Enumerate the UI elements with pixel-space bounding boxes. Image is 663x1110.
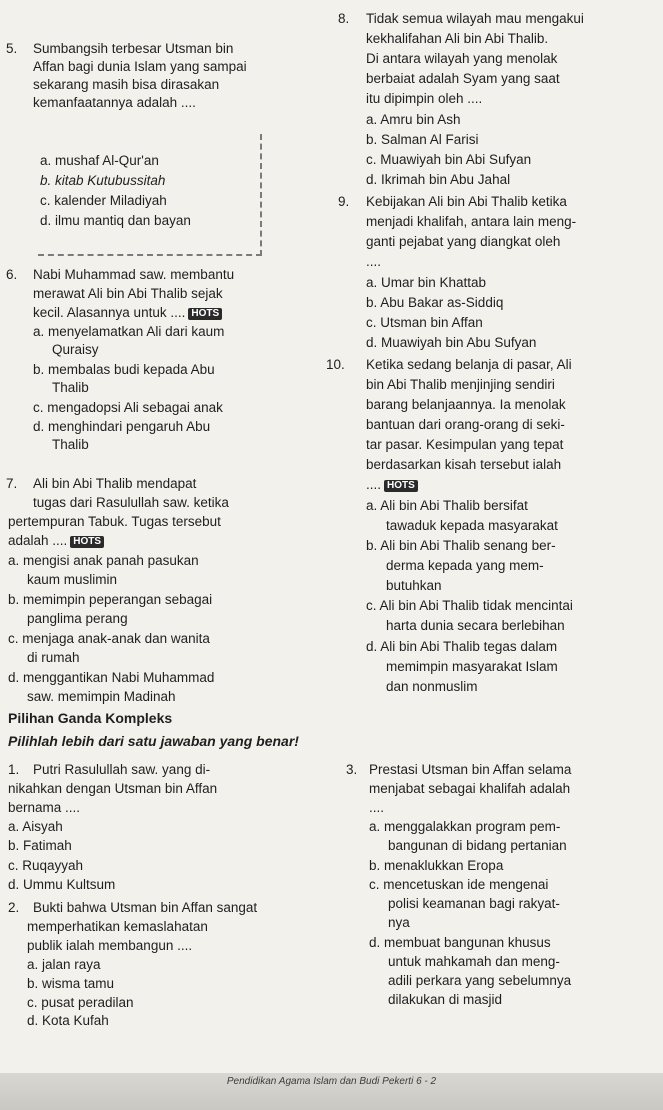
- q5-number: 5.: [6, 41, 18, 56]
- q7-option-d: d. menggantikan Nabi Muhammad: [8, 670, 215, 685]
- q6-option-a-cont: Quraisy: [52, 342, 99, 357]
- q10-stem-line: bin Abi Thalib menjinjing sendiri: [366, 377, 555, 392]
- q8-option-d: d. Ikrimah bin Abu Jahal: [366, 172, 511, 187]
- q8-option-b: b. Salman Al Farisi: [366, 132, 479, 147]
- k1-stem-line: bernama ....: [8, 800, 81, 815]
- q9-option-c: c. Utsman bin Affan: [366, 315, 483, 330]
- k1-stem-line: Putri Rasulullah saw. yang di-: [33, 762, 211, 777]
- q7-option-d-cont: saw. memimpin Madinah: [27, 689, 176, 704]
- q9-stem-line: Kebijakan Ali bin Abi Thalib ketika: [366, 194, 567, 209]
- k2-option-b: b. wisma tamu: [27, 976, 115, 991]
- q8-stem-line: kekhalifahan Ali bin Abi Thalib.: [366, 31, 549, 46]
- q10-option-b-cont: butuhkan: [386, 578, 442, 593]
- q9-stem-line: ganti pejabat yang diangkat oleh: [366, 234, 561, 249]
- q7-option-b: b. memimpin peperangan sebagai: [8, 592, 213, 607]
- k1-stem-line: nikahkan dengan Utsman bin Affan: [8, 781, 218, 796]
- q9-stem-line: ....: [366, 254, 382, 269]
- q7-option-a-cont: kaum muslimin: [27, 572, 118, 587]
- q8-stem-line: itu dipimpin oleh ....: [366, 91, 483, 106]
- k3-option-d-cont: dilakukan di masjid: [388, 992, 503, 1007]
- q5-stem-line: sekarang masih bisa dirasakan: [33, 77, 220, 92]
- section-title: Pilihan Ganda Kompleks: [8, 710, 173, 726]
- k2-option-a: a. jalan raya: [27, 957, 101, 972]
- q6-option-b-cont: Thalib: [52, 380, 89, 395]
- q10-stem-line: berdasarkan kisah tersebut ialah: [366, 457, 562, 472]
- q6-option-b: b. membalas budi kepada Abu: [33, 362, 215, 377]
- k2-option-d: d. Kota Kufah: [27, 1013, 109, 1028]
- q10-stem-line: barang belanjaannya. Ia menolak: [366, 397, 566, 412]
- k1-option-a: a. Aisyah: [8, 819, 63, 834]
- q7-option-b-cont: panglima perang: [27, 611, 128, 626]
- k2-stem-line: memperhatikan kemaslahatan: [27, 919, 208, 934]
- q10-stem-line: bantuan dari orang-orang di seki-: [366, 417, 565, 432]
- q6-option-d: d. menghindari pengaruh Abu: [33, 419, 211, 434]
- k3-stem-line: menjabat sebagai khalifah adalah: [369, 781, 571, 796]
- q5-stem-line: Affan bagi dunia Islam yang sampai: [33, 59, 247, 74]
- k3-stem-line: ....: [369, 800, 385, 815]
- q5-option-c: c. kalender Miladiyah: [40, 193, 167, 208]
- q9-option-d: d. Muawiyah bin Abu Sufyan: [366, 335, 537, 350]
- k1-option-c: c. Ruqayyah: [8, 858, 84, 873]
- k3-number: 3.: [346, 762, 358, 777]
- q10-option-a-cont: tawaduk kepada masyarakat: [386, 518, 558, 533]
- q6-option-c: c. mengadopsi Ali sebagai anak: [33, 400, 223, 415]
- q10-option-d-cont: dan nonmuslim: [386, 679, 478, 694]
- page-footer: Pendidikan Agama Islam dan Budi Pekerti 6 - 2: [226, 1076, 437, 1087]
- q5-stem-line: Sumbangsih terbesar Utsman bin: [33, 41, 234, 56]
- k3-option-a: a. menggalakkan program pem-: [369, 819, 561, 834]
- k1-option-d: d. Ummu Kultsum: [8, 877, 116, 892]
- q8-option-a: a. Amru bin Ash: [366, 112, 461, 127]
- k3-option-b: b. menaklukkan Eropa: [369, 858, 504, 873]
- q10-option-b-cont: derma kepada yang mem-: [386, 558, 544, 573]
- q7-number: 7.: [6, 476, 18, 491]
- q10-stem-line: Ketika sedang belanja di pasar, Ali: [366, 357, 572, 372]
- k2-stem-line: publik ialah membangun ....: [27, 938, 193, 953]
- q10-stem-line: tar pasar. Kesimpulan yang tepat: [366, 437, 564, 452]
- k2-stem-line: Bukti bahwa Utsman bin Affan sangat: [33, 900, 258, 915]
- q6-stem-line: Nabi Muhammad saw. membantu: [33, 267, 235, 282]
- k3-option-c-cont: polisi keamanan bagi rakyat-: [388, 896, 560, 911]
- q9-option-b: b. Abu Bakar as-Siddiq: [366, 295, 504, 310]
- q5-option-d: d. ilmu mantiq dan bayan: [40, 213, 191, 228]
- q7-stem-line: tugas dari Rasulullah saw. ketika: [33, 495, 229, 510]
- q8-stem-line: berbaiat adalah Syam yang saat: [366, 71, 560, 86]
- hots-badge: HOTS: [384, 480, 418, 492]
- q9-option-a: a. Umar bin Khattab: [366, 275, 487, 290]
- k2-number: 2.: [8, 900, 20, 915]
- hots-badge: HOTS: [188, 308, 222, 320]
- q10-stem-line: .... HOTS: [366, 476, 418, 493]
- q10-option-c: c. Ali bin Abi Thalib tidak mencintai: [366, 598, 573, 613]
- q5-stem-line: kemanfaatannya adalah ....: [33, 95, 196, 110]
- hots-badge: HOTS: [70, 536, 104, 548]
- q7-stem-line: Ali bin Abi Thalib mendapat: [33, 476, 197, 491]
- k3-option-c-cont: nya: [388, 915, 410, 930]
- q7-stem-line: pertempuran Tabuk. Tugas tersebut: [8, 514, 221, 529]
- q7-option-c-cont: di rumah: [27, 650, 80, 665]
- q8-number: 8.: [338, 11, 350, 26]
- q10-option-d: d. Ali bin Abi Thalib tegas dalam: [366, 639, 558, 654]
- q10-option-c-cont: harta dunia secara berlebihan: [386, 618, 565, 633]
- q6-stem-line: merawat Ali bin Abi Thalib sejak: [33, 286, 223, 301]
- q8-stem-line: Tidak semua wilayah mau mengakui: [366, 11, 584, 26]
- k3-option-d-cont: adili perkara yang sebelumnya: [388, 973, 572, 988]
- q6-stem-line: kecil. Alasannya untuk .... HOTS: [33, 304, 222, 321]
- q6-number: 6.: [6, 267, 18, 282]
- q7-option-a: a. mengisi anak panah pasukan: [8, 553, 199, 568]
- q10-option-b: b. Ali bin Abi Thalib senang ber-: [366, 538, 556, 553]
- k3-option-d: d. membuat bangunan khusus: [369, 935, 551, 950]
- k2-option-c: c. pusat peradilan: [27, 995, 134, 1010]
- q10-number: 10.: [326, 357, 345, 372]
- q5-option-b: b. kitab Kutubussitah: [40, 173, 166, 188]
- q9-number: 9.: [338, 194, 350, 209]
- q7-option-c: c. menjaga anak-anak dan wanita: [8, 631, 210, 646]
- q10-option-d-cont: memimpin masyarakat Islam: [386, 659, 558, 674]
- q7-stem-line: adalah .... HOTS: [8, 532, 104, 549]
- k1-option-b: b. Fatimah: [8, 838, 72, 853]
- q6-option-d-cont: Thalib: [52, 437, 89, 452]
- k3-option-d-cont: untuk mahkamah dan meng-: [388, 954, 560, 969]
- k3-option-c: c. mencetuskan ide mengenai: [369, 877, 549, 892]
- q8-stem-line: Di antara wilayah yang menolak: [366, 51, 558, 66]
- q10-option-a: a. Ali bin Abi Thalib bersifat: [366, 498, 528, 513]
- q8-option-c: c. Muawiyah bin Abi Sufyan: [366, 152, 532, 167]
- k3-stem-line: Prestasi Utsman bin Affan selama: [369, 762, 572, 777]
- k1-number: 1.: [8, 762, 20, 777]
- k3-option-a-cont: bangunan di bidang pertanian: [388, 838, 567, 853]
- q6-option-a: a. menyelamatkan Ali dari kaum: [33, 324, 225, 339]
- q5-option-a: a. mushaf Al-Qur'an: [40, 153, 159, 168]
- q9-stem-line: menjadi khalifah, antara lain meng-: [366, 214, 577, 229]
- section-instruction: Pilihlah lebih dari satu jawaban yang benar!: [8, 733, 299, 749]
